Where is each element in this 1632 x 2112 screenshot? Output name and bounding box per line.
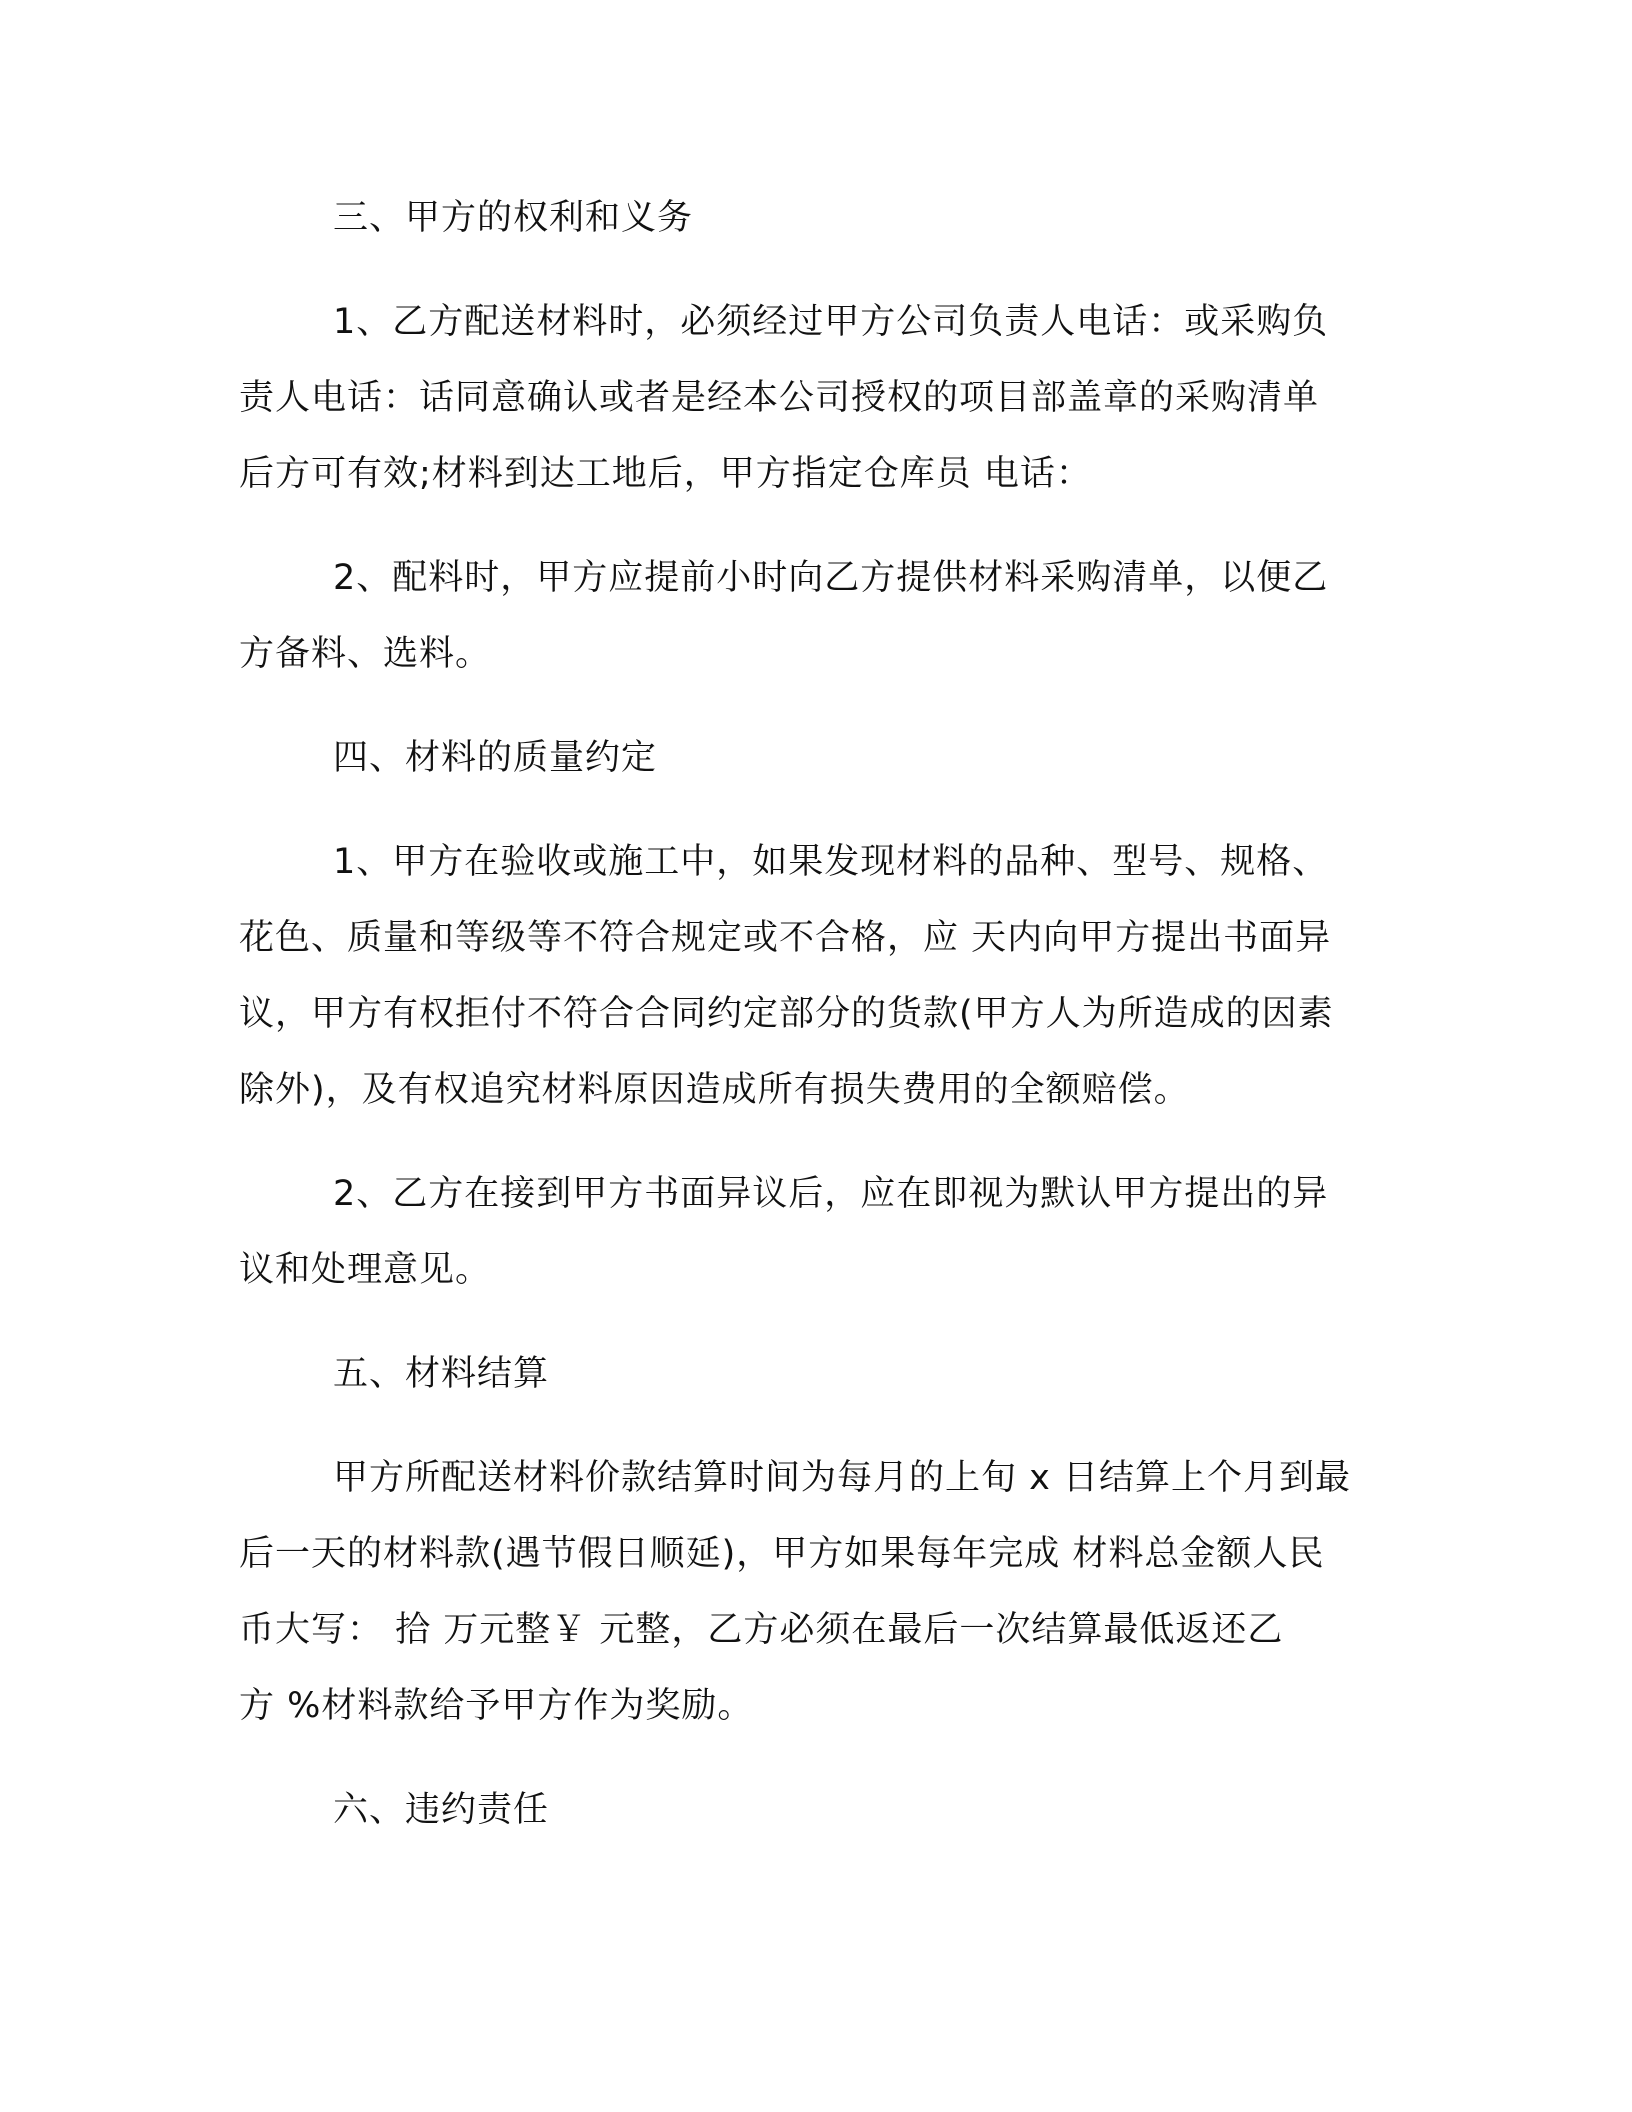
paragraph-line: 责人电话：话同意确认或者是经本公司授权的项目部盖章的采购清单 [239,378,1320,418]
paragraph-line: 除外)，及有权追究材料原因造成所有损失费用的全额赔偿。 [239,1070,1190,1110]
section-heading-4: 四、材料的质量约定 [333,738,658,778]
paragraph-line: 后一天的材料款(遇节假日顺延)，甲方如果每年完成 材料总金额人民 [239,1534,1325,1574]
section-heading-3: 三、甲方的权利和义务 [333,198,694,238]
paragraph-line: 议，甲方有权拒付不符合合同约定部分的货款(甲方人为所造成的因素 [239,994,1334,1034]
paragraph-line: 2、配料时，甲方应提前小时向乙方提供材料采购清单，以便乙 [333,558,1329,598]
section-heading-5: 五、材料结算 [333,1354,550,1394]
paragraph-line: 方 %材料款给予甲方作为奖励。 [239,1686,754,1726]
paragraph-line: 后方可有效;材料到达工地后，甲方指定仓库员 电话： [239,454,1092,494]
paragraph-line: 1、甲方在验收或施工中，如果发现材料的品种、型号、规格、 [333,842,1329,882]
section-heading-6: 六、违约责任 [333,1790,550,1830]
paragraph-line: 方备料、选料。 [239,634,492,674]
paragraph-line: 币大写： 拾 万元整￥ 元整，乙方必须在最后一次结算最低返还乙 [239,1610,1284,1650]
paragraph-line: 花色、质量和等级等不符合规定或不合格，应 天内向甲方提出书面异 [239,918,1332,958]
paragraph-line: 2、乙方在接到甲方书面异议后，应在即视为默认甲方提出的异 [333,1174,1329,1214]
paragraph-line: 议和处理意见。 [239,1250,492,1290]
paragraph-line: 甲方所配送材料价款结算时间为每月的上旬 x 日结算上个月到最 [333,1458,1351,1498]
paragraph-line: 1、乙方配送材料时，必须经过甲方公司负责人电话：或采购负 [333,302,1329,342]
